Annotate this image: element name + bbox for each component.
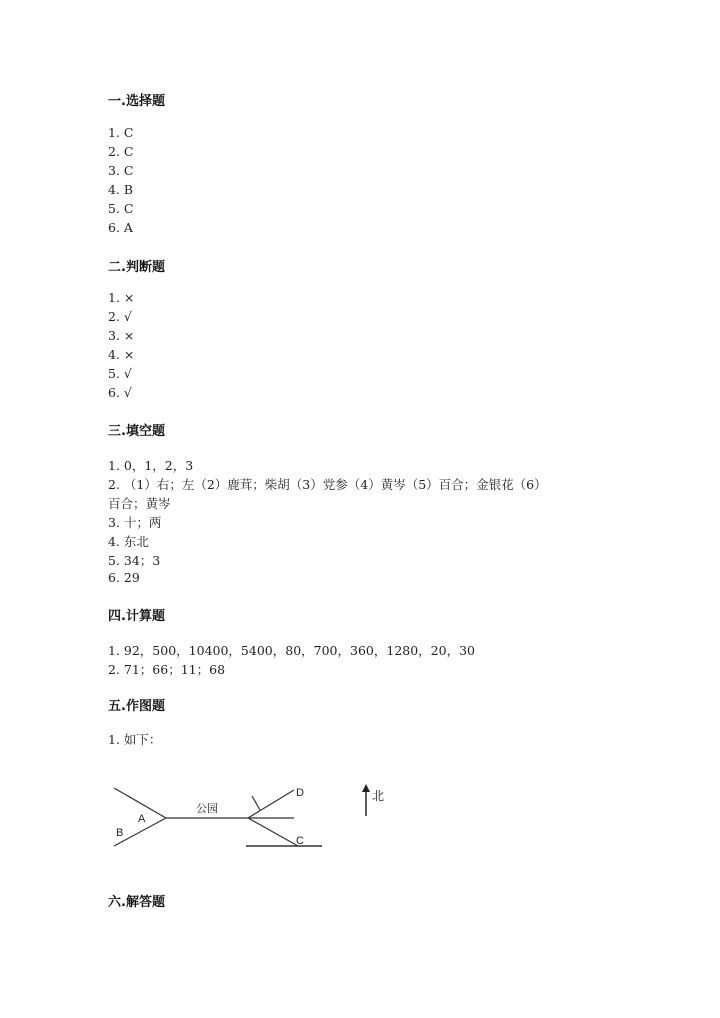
list-item: 3. 十；两 (108, 515, 162, 530)
list-item: 1. 0，1，2，3 (108, 458, 194, 473)
list-item: 1. 如下： (108, 732, 162, 747)
label-a: A (138, 813, 146, 825)
list-item: 2. 71；66；11；68 (108, 662, 226, 677)
section-title-answer: 六.解答题 (108, 895, 165, 910)
section-title-fill: 三.填空题 (108, 424, 165, 439)
list-item: 2. √ (108, 309, 132, 324)
list-item: 5. 34；3 (108, 553, 161, 568)
list-item: 6. 29 (108, 570, 140, 585)
label-b: B (116, 827, 124, 839)
section-title-calc: 四.计算题 (108, 609, 165, 624)
list-item: 2. （1）右；左（2）鹿茸；柴胡（3）党参（4）黄岑（5）百合；金银花（6） (108, 477, 547, 492)
list-item: 4. B (108, 182, 134, 197)
list-item: 3. × (108, 328, 135, 343)
list-item: 百合；黄岑 (108, 496, 171, 511)
list-item: 2. C (108, 144, 134, 159)
route-line-to-d (248, 790, 294, 818)
list-item: 1. C (108, 125, 134, 140)
list-item: 6. √ (108, 385, 132, 400)
label-park: 公园 (196, 802, 218, 815)
list-item: 1. 92，500，10400，5400，80，700，360，1280，20，30 (108, 643, 475, 658)
list-item: 6. A (108, 220, 133, 235)
list-item: 1. × (108, 290, 135, 305)
route-diagram (108, 776, 408, 856)
section-title-judge: 二.判断题 (108, 260, 165, 275)
route-line-to-c (248, 818, 298, 846)
section-title-draw: 五.作图题 (108, 699, 165, 714)
list-item: 5. √ (108, 366, 132, 381)
north-arrowhead-icon (362, 784, 370, 792)
list-item: 3. C (108, 163, 134, 178)
label-c: C (296, 835, 304, 847)
label-north: 北 (372, 789, 385, 803)
list-item: 4. 东北 (108, 534, 149, 549)
section-title-choice: 一.选择题 (108, 94, 165, 109)
label-d: D (296, 787, 304, 799)
list-item: 4. × (108, 347, 135, 362)
list-item: 5. C (108, 201, 134, 216)
route-branch (252, 796, 260, 810)
